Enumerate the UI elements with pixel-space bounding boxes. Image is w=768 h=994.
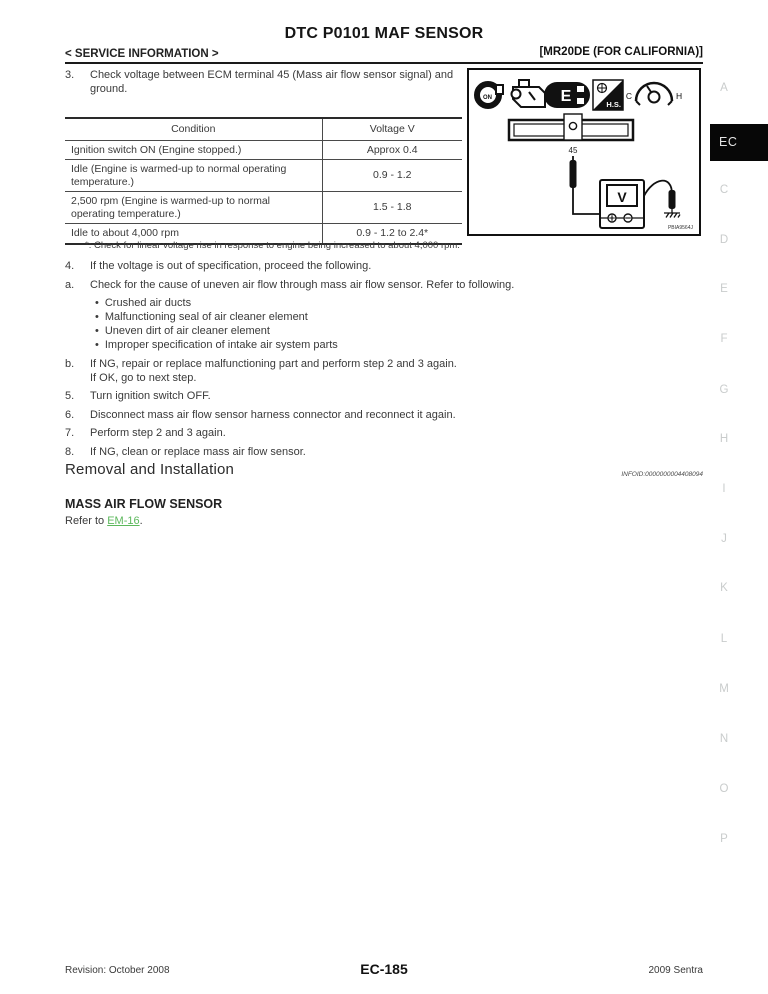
table-header-row bbox=[65, 118, 462, 140]
engine-icon bbox=[512, 80, 546, 107]
hs-tester-icon bbox=[593, 80, 623, 110]
voltmeter-icon bbox=[600, 180, 644, 228]
svg-text:V: V bbox=[617, 189, 627, 205]
condition-cell: 2,500 rpm (Engine is warmed-up to normal operating temperature.) bbox=[65, 192, 322, 224]
step-text: Check for the cause of uneven air flow through mass air flow sensor. Refer to following. bbox=[90, 278, 515, 291]
voltage-check-diagram bbox=[469, 70, 699, 234]
voltage-cell: 1.5 - 1.8 bbox=[322, 192, 462, 224]
step-number: 8. bbox=[65, 445, 75, 458]
refer-suffix: . bbox=[139, 515, 143, 527]
terminal-45-label: 45 bbox=[568, 146, 578, 155]
margin-index-o: O bbox=[719, 783, 729, 795]
step-text-continued: If OK, go to next step. bbox=[90, 371, 197, 384]
bullet-item: • Crushed air ducts bbox=[95, 296, 675, 310]
margin-index-j: J bbox=[721, 533, 727, 545]
step-number: 6. bbox=[65, 408, 75, 421]
margin-index-n: N bbox=[719, 733, 729, 745]
svg-text:ON: ON bbox=[483, 95, 492, 101]
em-16-link[interactable]: EM-16 bbox=[107, 515, 140, 527]
ecm-connector-icon bbox=[544, 82, 590, 108]
service-information-label: < SERVICE INFORMATION > bbox=[65, 48, 219, 60]
step-3 bbox=[65, 68, 467, 96]
probe-wire bbox=[570, 156, 601, 214]
voltage-cell: 0.9 - 1.2 to 2.4* bbox=[322, 224, 462, 244]
margin-index-m: M bbox=[719, 683, 729, 695]
procedure-steps bbox=[65, 259, 675, 463]
voltage-cell: 0.9 - 1.2 bbox=[322, 160, 462, 192]
condition-cell: Ignition switch ON (Engine stopped.) bbox=[65, 140, 322, 160]
margin-index-a: A bbox=[720, 82, 728, 94]
step-b bbox=[65, 357, 675, 385]
footer-revision: Revision: October 2008 bbox=[65, 965, 170, 976]
table-row bbox=[65, 160, 462, 192]
column-header-voltage: Voltage V bbox=[322, 118, 462, 140]
ground-wire bbox=[644, 181, 680, 218]
margin-index-d: D bbox=[719, 234, 729, 246]
condition-cell: Idle to about 4,000 rpm bbox=[65, 224, 322, 244]
step-4 bbox=[65, 259, 675, 273]
margin-index-c: C bbox=[719, 184, 729, 196]
margin-index-l: L bbox=[720, 633, 728, 645]
margin-index-g: G bbox=[719, 384, 729, 396]
margin-index-f: F bbox=[720, 333, 728, 345]
step-number: 7. bbox=[65, 427, 75, 439]
bullet-item: • Uneven dirt of air cleaner element bbox=[95, 324, 675, 338]
margin-index-p: P bbox=[720, 833, 728, 845]
page-title: DTC P0101 MAF SENSOR bbox=[284, 25, 484, 42]
voltage-cell: Approx 0.4 bbox=[322, 140, 462, 160]
margin-index-ec-active-tab: EC bbox=[710, 124, 768, 161]
infoid-code: INFOID:0000000004408094 bbox=[621, 471, 703, 478]
step-text: Disconnect mass air flow sensor harness connector and reconnect it again. bbox=[90, 408, 456, 421]
column-header-condition: Condition bbox=[65, 118, 322, 140]
refer-line bbox=[65, 515, 143, 527]
cause-bullet-list bbox=[95, 296, 675, 352]
margin-index-i: I bbox=[722, 483, 726, 495]
step-text: Perform step 2 and 3 again. bbox=[90, 427, 226, 439]
step-text: If the voltage is out of specification, proceed the following. bbox=[90, 260, 372, 272]
step-8 bbox=[65, 445, 675, 459]
margin-index-h: H bbox=[719, 433, 729, 445]
step-number: 4. bbox=[65, 260, 75, 272]
header-divider bbox=[65, 62, 703, 64]
svg-text:H.S.: H.S. bbox=[606, 100, 621, 109]
footer-page-number: EC-185 bbox=[360, 961, 408, 977]
svg-text:E: E bbox=[560, 88, 572, 105]
table-footnote: *: Check for linear voltage rise in response to engine being increased to about 4,000 rpm. bbox=[85, 240, 460, 251]
step-number: b. bbox=[65, 357, 75, 370]
bullet-item: • Malfunctioning seal of air cleaner element bbox=[95, 310, 675, 324]
refer-prefix: Refer to bbox=[65, 515, 108, 527]
temperature-gauge-icon bbox=[626, 83, 682, 105]
table-row bbox=[65, 140, 462, 160]
step-text: Turn ignition switch OFF. bbox=[90, 390, 211, 402]
mass-air-flow-sensor-subheading: MASS AIR FLOW SENSOR bbox=[65, 497, 223, 511]
step-number: 5. bbox=[65, 390, 75, 402]
step-7 bbox=[65, 426, 675, 440]
step-number: 3. bbox=[65, 69, 75, 81]
step-text: If NG, clean or replace mass air flow sensor. bbox=[90, 445, 306, 458]
figure-code: PBIA9564J bbox=[667, 225, 693, 231]
svg-text:H: H bbox=[676, 91, 683, 101]
voltage-check-figure bbox=[467, 68, 701, 236]
engine-model-label: [MR20DE (FOR CALIFORNIA)] bbox=[539, 46, 703, 58]
condition-cell: Idle (Engine is warmed-up to normal operating temperature.) bbox=[65, 160, 322, 192]
svg-text:C: C bbox=[625, 91, 632, 101]
ignition-key-on-icon bbox=[477, 84, 503, 106]
step-a bbox=[65, 278, 675, 292]
bullet-item: • Improper specification of intake air system parts bbox=[95, 338, 675, 352]
step-number: a. bbox=[65, 278, 75, 291]
step-5 bbox=[65, 389, 675, 403]
step-text: Check voltage between ECM terminal 45 (Mass air flow sensor signal) and ground. bbox=[90, 69, 454, 95]
margin-index-e: E bbox=[720, 283, 728, 295]
footer-model-year: 2009 Sentra bbox=[648, 965, 703, 976]
voltage-condition-table bbox=[65, 117, 462, 245]
table-row bbox=[65, 192, 462, 224]
removal-installation-heading: Removal and Installation bbox=[65, 461, 235, 478]
step-6 bbox=[65, 408, 675, 422]
ecm-terminal-strip bbox=[509, 114, 633, 155]
margin-index-k: K bbox=[720, 582, 728, 594]
step-text: If NG, repair or replace malfunctioning part and perform step 2 and 3 again. bbox=[90, 357, 457, 370]
